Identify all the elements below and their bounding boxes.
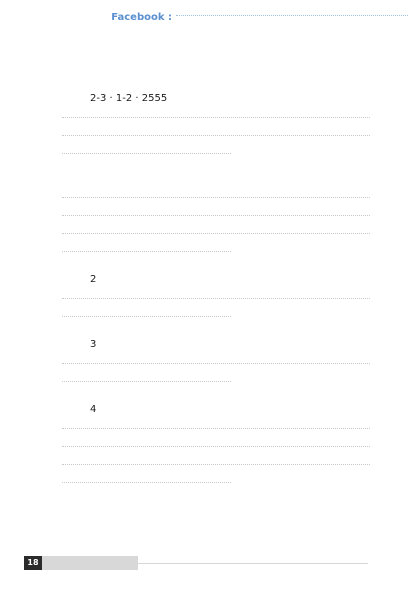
- text-line: [62, 242, 370, 260]
- page-heading-unread: [62, 60, 370, 80]
- text-line: [62, 437, 370, 455]
- text-line: [62, 307, 370, 325]
- paragraph-3-number: 2: [90, 274, 97, 285]
- page-number: 18: [24, 556, 42, 570]
- document-body: [62, 60, 370, 490]
- text-line: [62, 455, 370, 473]
- footer-rule: [138, 563, 368, 564]
- header-text-unread: [176, 15, 408, 16]
- paragraph-4: [62, 332, 370, 390]
- paragraph-3: [62, 267, 370, 325]
- paragraph-5-number: 4: [90, 404, 97, 415]
- paragraph-4-number: 3: [90, 339, 97, 350]
- footer-title-unread: [42, 556, 138, 570]
- text-line: [62, 289, 370, 307]
- text-line: [62, 354, 370, 372]
- text-line: [62, 108, 370, 126]
- text-line: [62, 188, 370, 206]
- text-line: [62, 224, 370, 242]
- text-line: [62, 372, 370, 390]
- paragraph-2: [62, 169, 370, 260]
- paragraph-5: [62, 397, 370, 491]
- header-facebook-label: Facebook :: [111, 12, 172, 21]
- text-line: [62, 419, 370, 437]
- running-header: [18, 5, 408, 21]
- text-line: [62, 473, 370, 491]
- paragraph-1: [62, 86, 370, 162]
- text-line: [62, 206, 370, 224]
- text-line: [62, 126, 370, 144]
- paragraph-1-figures: 2-3 · 1-2 · 2555: [90, 93, 168, 104]
- page-footer: [24, 556, 374, 570]
- text-line: [62, 144, 370, 162]
